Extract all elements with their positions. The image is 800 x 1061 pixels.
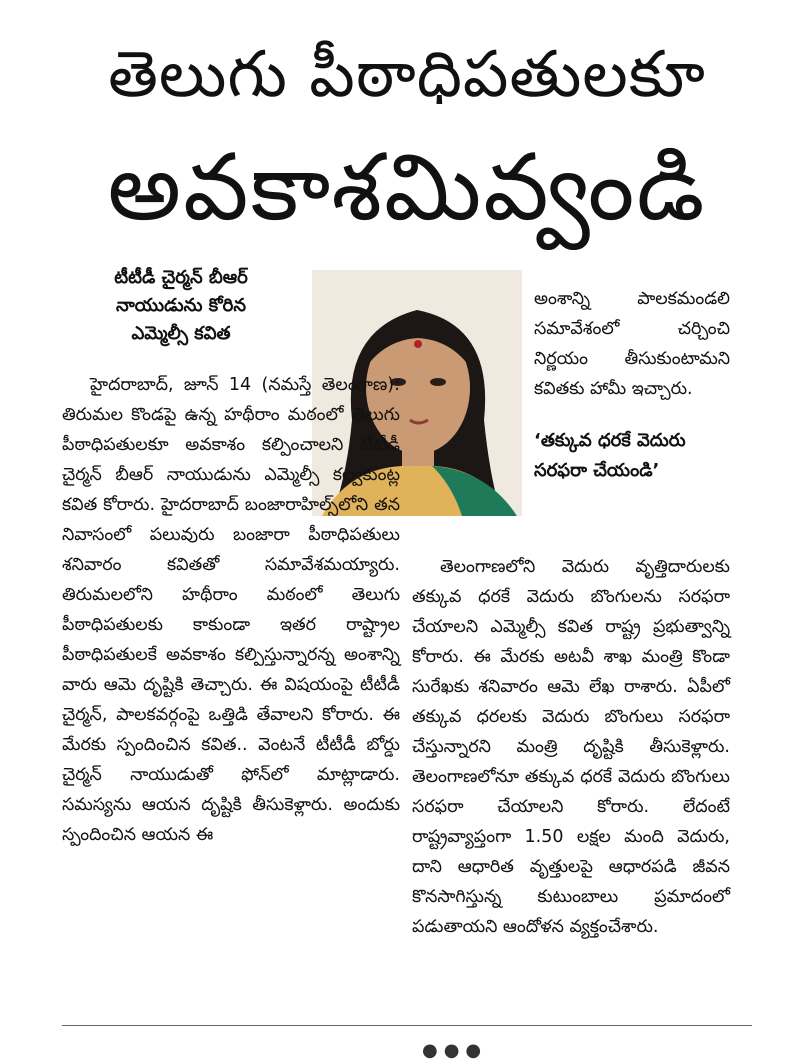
bottom-rule [62,1025,752,1026]
article-1-dateline: హైదరాబాద్, జూన్ 14 (నమస్తే తెలంగాణ): [90,375,400,395]
article-2-heading: ‘తక్కువ ధరకే వెదురు సరఫరా చేయండి’ [534,430,686,481]
headline-line-2: అవకాశమివ్వండి [107,134,707,241]
headline-line-1: తెలుగు పీఠాధిపతులకూ [108,38,706,112]
left-column-body [62,370,400,850]
right-column-top [534,284,730,498]
article-1-body [62,370,400,850]
subheading [62,264,300,348]
subheading-line-3: ఎమ్మెల్సీ కవిత [131,323,231,344]
next-article-fragment: ●●● [422,1040,488,1061]
subheading-line-1: టీటీడీ చైర్మన్ బీఆర్ [114,267,248,288]
left-column-top [62,264,300,354]
news-clipping [62,22,752,1061]
article-1-continuation: అంశాన్ని పాలకమండలి సమావేశంలో చర్చించి నిర్ణయం తీసుకుంటామని కవితకు హామీ ఇచ్చారు. [534,289,730,399]
article-2-body: తెలంగాణలోని వెదురు వృత్తిదారులకు తక్కువ ధరకే వెదురు బొంగులను సరఫరా చేయాలని ఎమ్మెల్సీ కవిత రాష్ట్ర ప్రభుత్వాన్ని కోరారు. ఈ మేరకు అటవీ శాఖ మంత్రి కొండా సురేఖకు శనివారం ఆమె లేఖ రాశారు. ఏపీలో తక్కువ ధరలకు వెదురు బొంగులు సరఫరా చేస్తున్నారని మంత్రి దృష్టికి తీసుకెళ్లారు. తెలంగాణలోనూ తక్కువ ధరకే వెదురు బొంగులు సరఫరా చేయాలని కోరారు. లేదంటే రాష్ట్రవ్యాప్తంగా 1.50 లక్షల మంది వెదురు, దాని ఆధారిత వృత్తులపై ఆధారపడి జీవన కొనసాగిస్తున్న కుటుంబాలు ప్రమాదంలో పడుతాయని ఆందోళన వ్యక్తంచేశారు. [412,557,730,937]
right-column-body [412,552,730,942]
subheading-line-2: నాయుడును కోరిన [116,295,246,316]
article-1-text: తిరుమల కొండపై ఉన్న హథీరాం మఠంలో తెలుగు పీఠాధిపతులకూ అవకాశం కల్పించాలని టీటీడీ చైర్మన్ బీఆర్ నాయుడును ఎమ్మెల్సీ కల్వకుంట్ల కవిత కోరారు. హైదరాబాద్ బంజారాహిల్స్‌లోని తన నివాసంలో పలువురు బంజారా పీఠాధిపతులు శనివారం కవితతో సమావేశమయ్యారు. తిరుమలలోని హథీరాం మఠంలో తెలుగు పీఠాధిపతులకు కాకుండా ఇతర రాష్ట్రాల పీఠాధిపతులకే అవకాశం కల్పిస్తున్నారన్న అంశాన్ని వారు ఆమె దృష్టికి తెచ్చారు. ఈ విషయంపై టీటీడీ చైర్మన్, పాలకవర్గంపై ఒత్తిడి తేవాలని కోరారు. ఈ మేరకు స్పందించిన కవిత.. వెంటనే టీటీడీ బోర్డు చైర్మన్ నాయుడుతో ఫోన్‌లో మాట్లాడారు. సమస్యను ఆయన దృష్టికి తీసుకెళ్లారు. అందుకు స్పందించిన ఆయన ఈ [62,405,400,845]
